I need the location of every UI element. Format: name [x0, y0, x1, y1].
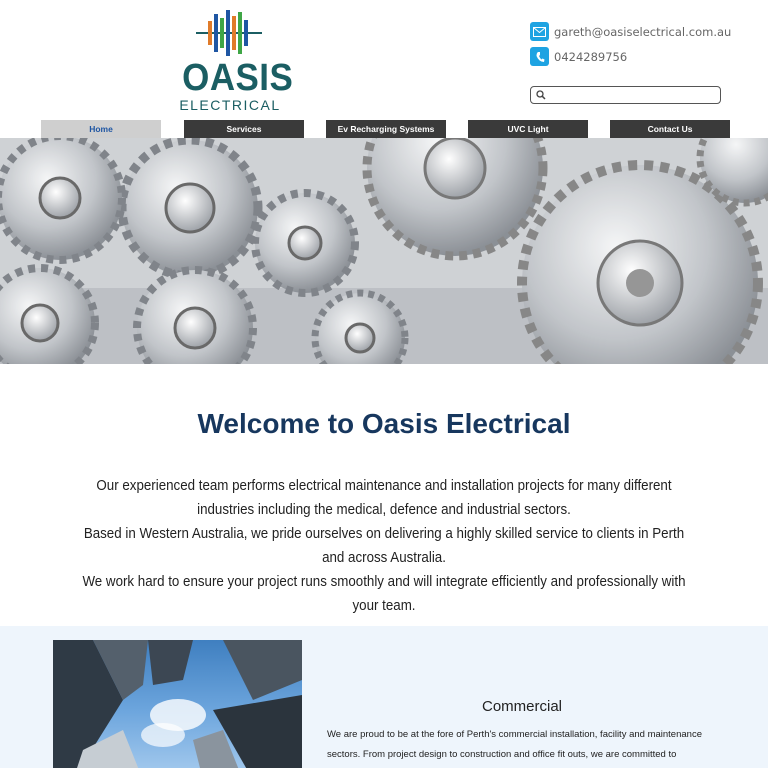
logo-wordmark: OASIS [182, 57, 294, 99]
nav-item-home[interactable]: Home [41, 120, 161, 138]
search-box[interactable] [530, 86, 721, 104]
welcome-heading: Welcome to Oasis Electrical [197, 408, 571, 439]
site-header [0, 0, 768, 120]
logo-mark-icon [194, 8, 264, 58]
nav-item-ev-recharging[interactable]: Ev Recharging Systems [326, 120, 446, 138]
search-icon [535, 89, 547, 101]
mail-icon [530, 22, 549, 41]
oasis-logo[interactable] [176, 8, 294, 113]
nav-item-uvc-light[interactable]: UVC Light [468, 120, 588, 138]
search-input[interactable] [549, 88, 717, 102]
logo-subtitle: ELECTRICAL [179, 97, 281, 113]
commercial-text: We are proud to be at the fore of Perth's commercial installation, facility and maintenance sectors. From project design to construction and office fit outs, we are committed to [327, 729, 702, 760]
contact-phone-row[interactable] [530, 47, 627, 66]
hero-banner [0, 138, 768, 364]
nav-item-contact-us[interactable]: Contact Us [610, 120, 730, 138]
nav-item-services[interactable]: Services [184, 120, 304, 138]
intro-paragraph: Based in Western Australia, we pride ourselves on delivering a highly skilled service to clients in Perth and across Australia. [83, 526, 685, 566]
commercial-heading: Commercial [481, 698, 562, 715]
contact-email-row[interactable] [530, 22, 731, 41]
main-nav [0, 120, 768, 138]
contact-email-link[interactable]: gareth@oasiselectrical.com.au [554, 24, 732, 39]
intro-paragraph: We work hard to ensure your project runs smoothly and will integrate efficiently and professionally with your team. [82, 574, 686, 614]
intro-paragraph: Our experienced team performs electrical maintenance and installation projects for many different industries including the medical, defence and industrial sectors. [96, 478, 672, 518]
commercial-section [0, 626, 768, 768]
phone-icon [530, 47, 549, 66]
gears-image [0, 138, 768, 364]
intro-text [77, 474, 692, 618]
skyscrapers-image [53, 640, 302, 768]
contact-phone-link[interactable]: 0424289756 [554, 49, 628, 64]
